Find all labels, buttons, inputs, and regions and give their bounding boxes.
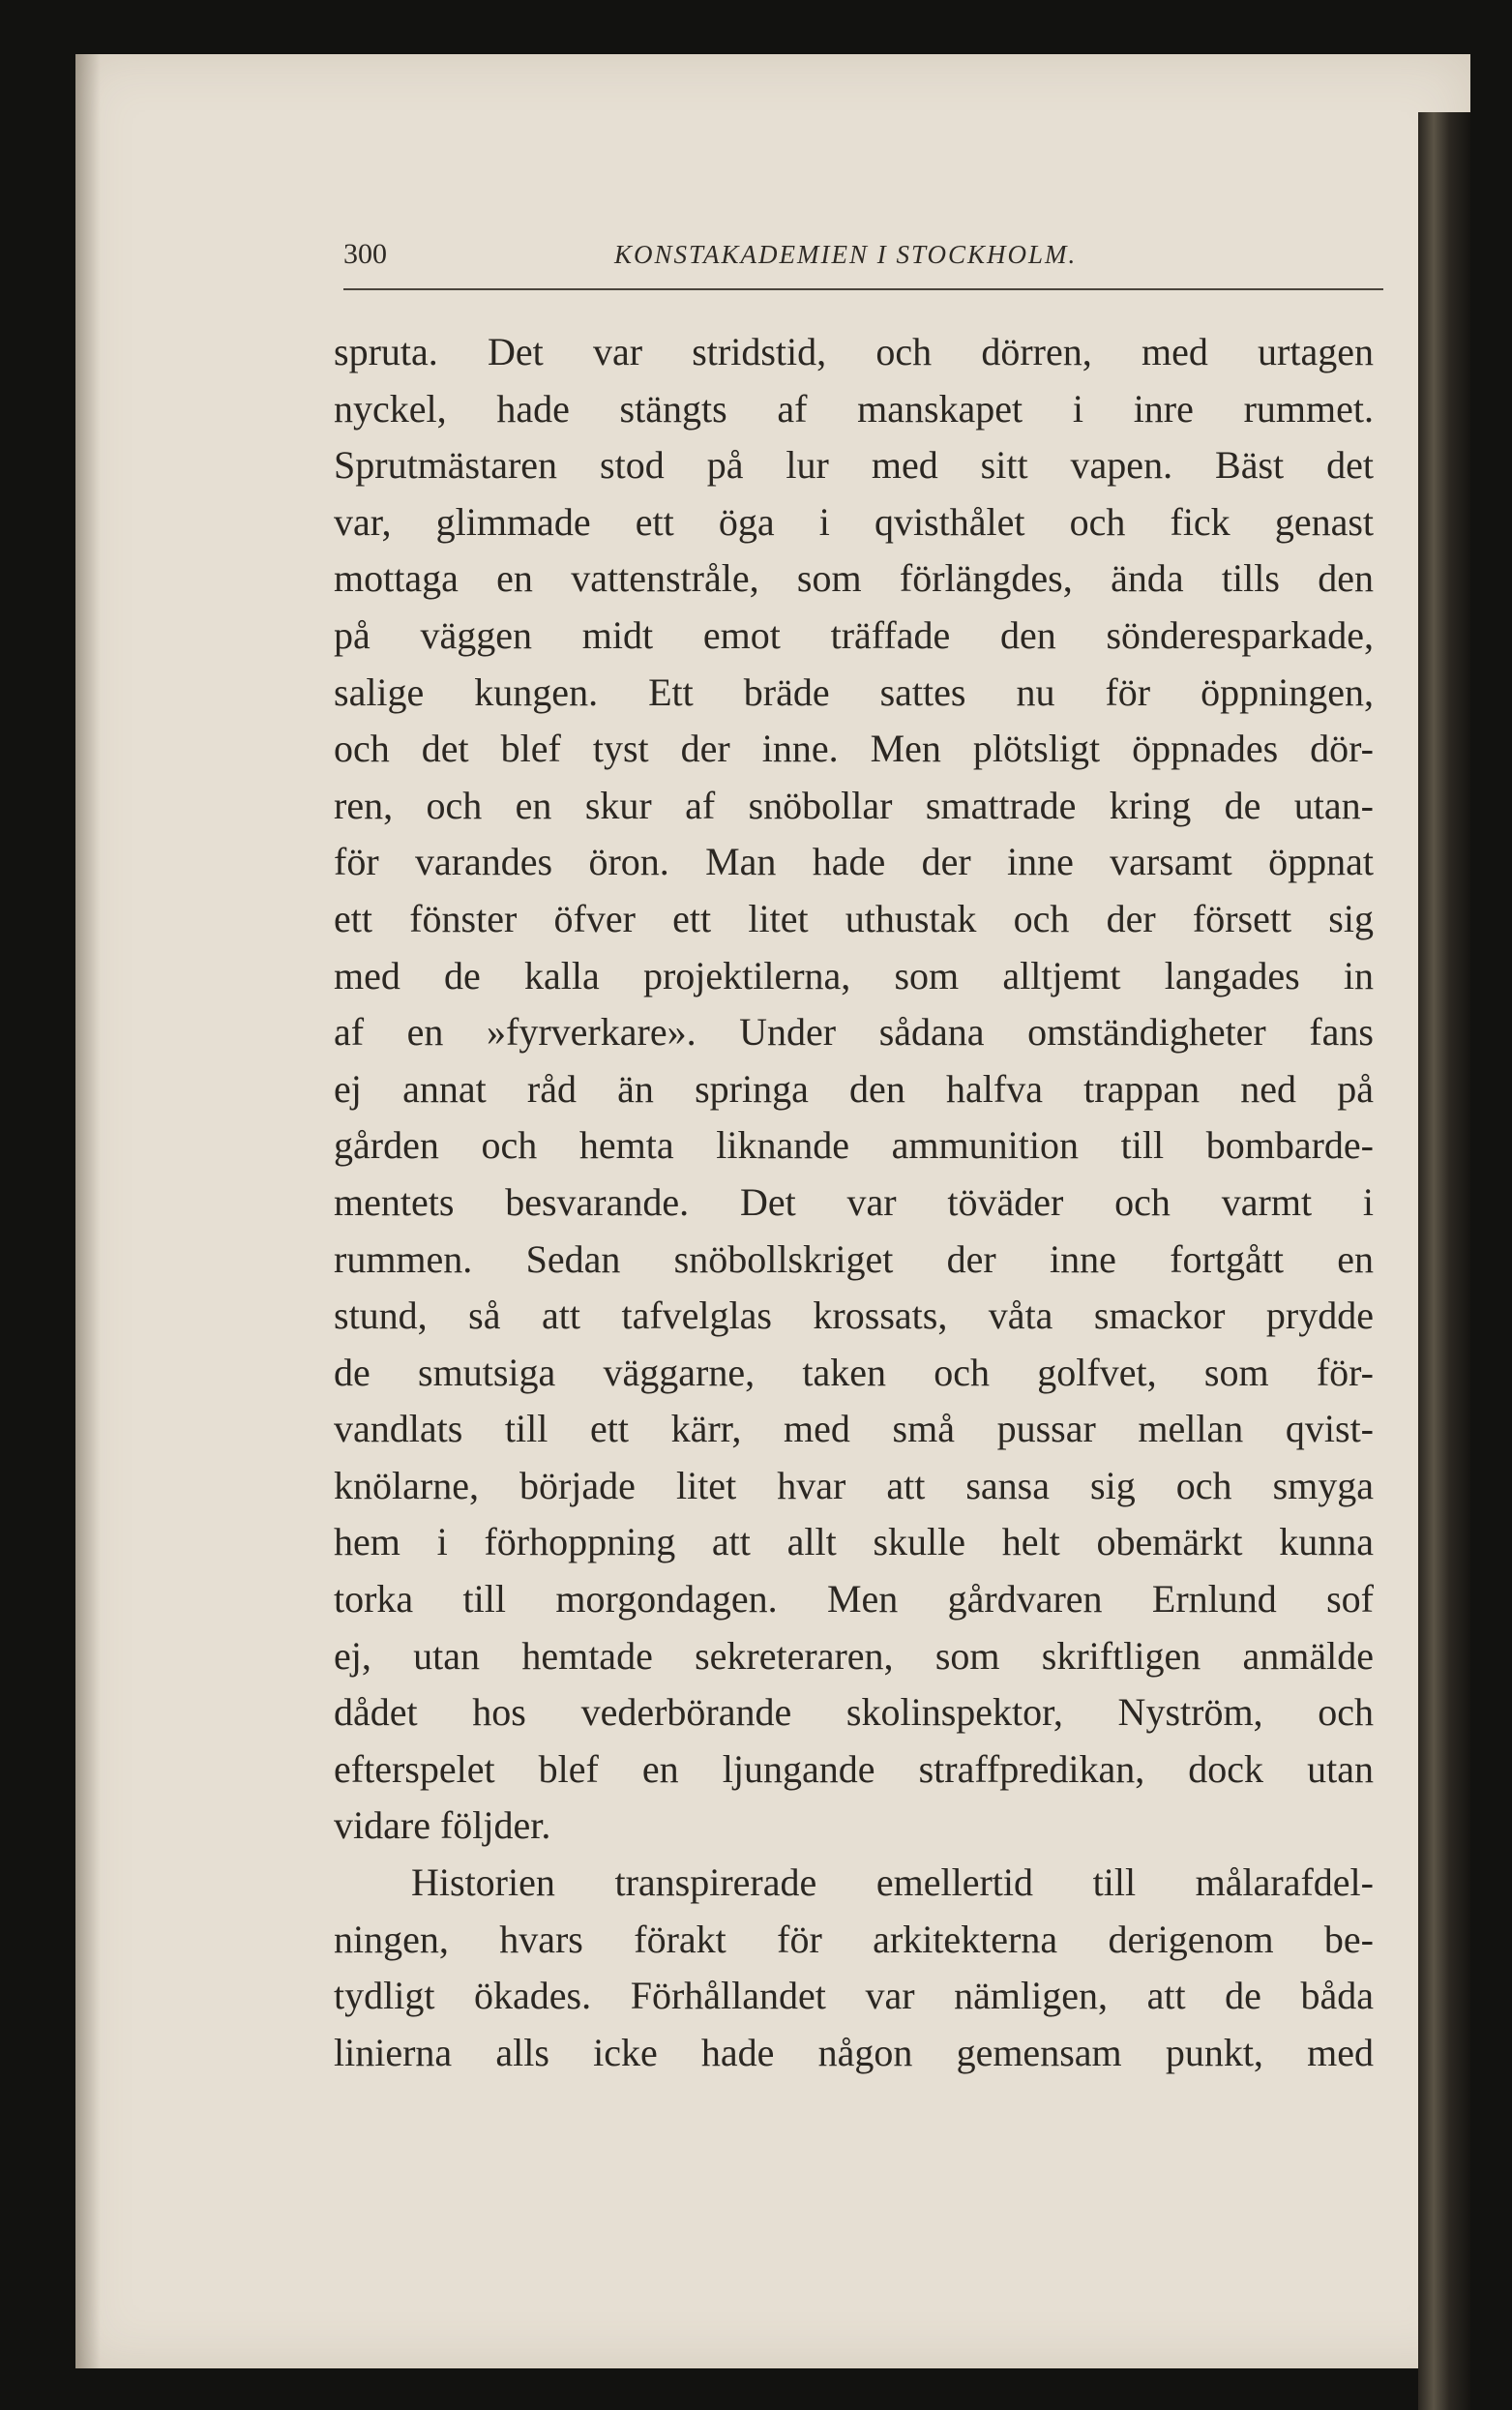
text-line: på väggen midt emot träffade den sönderesparkade, [334, 612, 1374, 657]
text-line: rummen. Sedan snöbollskriget der inne fortgått en [334, 1236, 1374, 1281]
paragraph-start-line: Historien transpirerade emellertid till målarafdel- [411, 1860, 1374, 1905]
text-line: af en »fyrverkare». Under sådana omständigheter fans [334, 1010, 1374, 1055]
paragraph-end-line: vidare följder. [334, 1803, 551, 1848]
text-line: ej, utan hemtade sekreteraren, som skriftligen anmälde [334, 1633, 1374, 1678]
text-line: de smutsiga väggarne, taken och golfvet, som för- [334, 1350, 1374, 1394]
header-rule [343, 288, 1383, 290]
text-line: och det blef tyst der inne. Men plötsligt öppnades dör- [334, 727, 1374, 771]
text-line: salige kungen. Ett bräde sattes nu för öppningen, [334, 669, 1374, 714]
text-line: ren, och en skur af snöbollar smattrade kring de utan- [334, 783, 1374, 827]
page-edge [1418, 112, 1470, 2410]
text-line: nyckel, hade stängts af manskapet i inre rummet. [334, 386, 1374, 431]
text-line: mentets besvarande. Det var töväder och varmt i [334, 1179, 1374, 1224]
spine-shadow [75, 54, 101, 2368]
text-line: knölarne, började litet hvar att sansa sig och smyga [334, 1463, 1374, 1507]
running-title: KONSTAKADEMIEN I STOCKHOLM. [614, 240, 1078, 269]
text-line: ningen, hvars förakt för arkitekterna derigenom be- [334, 1917, 1374, 1961]
page-header [343, 234, 1383, 292]
text-line: med de kalla projektilerna, som alltjemt langades in [334, 953, 1374, 997]
text-line: vandlats till ett kärr, med små pussar mellan qvist- [334, 1407, 1374, 1451]
text-line: torka till morgondagen. Men gårdvaren Ernlund sof [334, 1577, 1374, 1622]
page-number: 300 [343, 238, 387, 270]
text-line: stund, så att tafvelglas krossats, våta smackor prydde [334, 1294, 1374, 1338]
text-line: för varandes öron. Man hade der inne varsamt öppnat [334, 840, 1374, 884]
text-line: linierna alls icke hade någon gemensam punkt, med [334, 2030, 1374, 2074]
text-line: efterspelet blef en ljungande straffpredikan, dock utan [334, 1746, 1374, 1791]
text-line: tydligt ökades. Förhållandet var nämligen, att de båda [334, 1974, 1374, 2018]
text-line: ej annat råd än springa den halfva trappan ned på [334, 1066, 1374, 1111]
text-line: dådet hos vederbörande skolinspektor, Nyström, och [334, 1690, 1374, 1735]
text-line: var, glimmade ett öga i qvisthålet och fick genast [334, 499, 1374, 544]
body-text [334, 324, 1374, 2081]
text-line: Sprutmästaren stod på lur med sitt vapen. Bäst det [334, 443, 1374, 488]
text-line: gården och hemta liknande ammunition till bombarde- [334, 1123, 1374, 1168]
text-line: ett fönster öfver ett litet uthustak och der försett sig [334, 896, 1374, 940]
text-line: mottaga en vattenstråle, som förlängdes, ända tills den [334, 556, 1374, 601]
text-line: spruta. Det var stridstid, och dörren, med urtagen [334, 330, 1374, 373]
text-line: hem i förhoppning att allt skulle helt obemärkt kunna [334, 1520, 1374, 1564]
